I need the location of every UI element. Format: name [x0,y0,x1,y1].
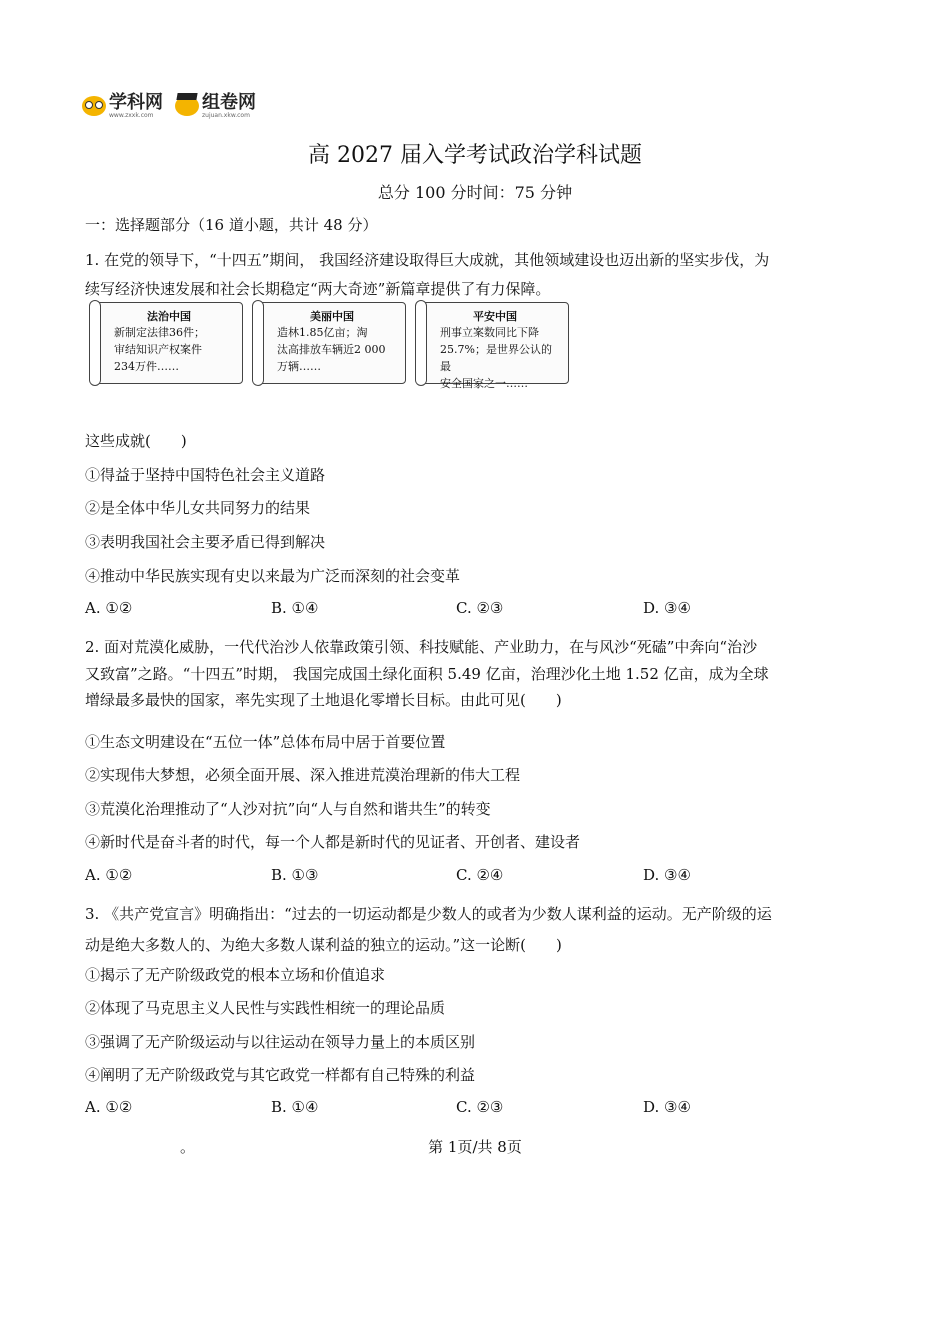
answer-item: ②是全体中华儿女共同努力的结果 [85,499,311,517]
question-stem-line: 2. 面对荒漠化威胁，一代代治沙人依靠政策引领、科技赋能、产业助力，在与风沙“死磕”中奔向“治沙 [85,638,758,656]
answer-item: ④推动中华民族实现有史以来最为广泛而深刻的社会变革 [85,567,461,585]
scroll-text: 万辆…… [277,360,321,373]
answer-item: ④新时代是奋斗者的时代，每一个人都是新时代的见证者、开创者、建设者 [85,833,581,851]
logo-url: zujuan.xkw.com [202,111,250,119]
scroll-title: 平安中国 [473,310,517,323]
answer-item: ④阐明了无产阶级政党与其它政党一样都有自己特殊的利益 [85,1066,476,1084]
choice-d: D. ③④ [643,599,691,617]
scroll-text: 25.7%；是世界公认的最 [440,343,552,373]
scroll-text: 刑事立案数同比下降 [440,326,539,339]
scroll-text: 审结知识产权案件 [114,343,202,356]
answer-item: ③强调了无产阶级运动与以往运动在领导力量上的本质区别 [85,1033,476,1051]
choice-c: C. ②③ [456,599,504,617]
question-stem-line: 又致富”之路。“十四五”时期， 我国完成国土绿化面积 5.49 亿亩，治理沙化土地 1.52 亿亩，成为全球 [85,665,769,683]
question-stem-line: 增绿最多最快的国家，率先实现了土地退化零增长目标。由此可见( ) [85,691,562,709]
scroll-text: 新制定法律36件； [114,326,205,339]
scroll-card-rule-of-law [95,302,243,384]
choice-d: D. ③④ [643,1098,691,1116]
owl-icon [82,96,106,116]
answer-item: ①生态文明建设在“五位一体”总体布局中居于首要位置 [85,733,446,751]
choice-b: B. ①③ [271,866,319,884]
logo-url: www.zxxk.com [109,111,154,119]
footer-mark: 。 [180,1138,196,1156]
answer-item: ③表明我国社会主要矛盾已得到解决 [85,533,326,551]
header-logos [82,90,256,122]
zujuanwang-logo [175,91,256,119]
question-stem-line: 续写经济快速发展和社会长期稳定“两大奇迹”新篇章提供了有力保障。 [85,280,551,298]
exam-info: 总分 100 分时间：75 分钟 [377,183,573,202]
graduation-cap-icon [175,96,199,116]
choice-a: A. ①② [85,599,133,617]
logo-name: 学科网 [109,91,163,113]
scroll-card-beautiful-china [258,302,406,384]
question-stem-line: 动是绝大多数人的、为绝大多数人谋利益的独立的运动。”这一论断( ) [85,936,562,954]
scroll-card-safe-china [421,302,569,390]
scroll-text: 安全国家之一…… [440,377,528,390]
question-prompt: 这些成就( ) [85,432,187,450]
question-stem-line: 3. 《共产党宣言》明确指出：“过去的一切运动都是少数人的或者为少数人谋利益的运动。无产阶级的运 [85,905,772,923]
choice-a: A. ①② [85,866,133,884]
choice-b: B. ①④ [271,1098,319,1116]
choice-b: B. ①④ [271,599,319,617]
choice-d: D. ③④ [643,866,691,884]
choice-c: C. ②④ [456,866,504,884]
answer-item: ②体现了马克思主义人民性与实践性相统一的理论品质 [85,999,446,1017]
logo-name: 组卷网 [202,91,256,113]
answer-item: ③荒漠化治理推动了“人沙对抗”向“人与自然和谐共生”的转变 [85,800,491,818]
page-title: 高 2027 届入学考试政治学科试题 [308,143,642,168]
page-number: 第 1页/共 8页 [428,1138,522,1156]
answer-item: ①揭示了无产阶级政党的根本立场和价值追求 [85,966,386,984]
section-heading: 一：选择题部分（16 道小题，共计 48 分） [85,216,378,234]
xuekewang-logo [82,91,163,119]
scroll-text: 汰高排放车辆近2 000 [277,343,386,356]
scroll-title: 美丽中国 [310,310,354,323]
answer-item: ①得益于坚持中国特色社会主义道路 [85,466,326,484]
question-stem-line: 1. 在党的领导下，“十四五”期间， 我国经济建设取得巨大成就，其他领域建设也迈出新的坚实步伐，为 [85,251,770,269]
choice-a: A. ①② [85,1098,133,1116]
choice-c: C. ②③ [456,1098,504,1116]
scroll-text: 234万件…… [114,360,179,373]
scroll-title: 法治中国 [147,310,191,323]
scroll-text: 造林1.85亿亩；淘 [277,326,368,339]
answer-item: ②实现伟大梦想，必须全面开展、深入推进荒漠治理新的伟大工程 [85,766,521,784]
